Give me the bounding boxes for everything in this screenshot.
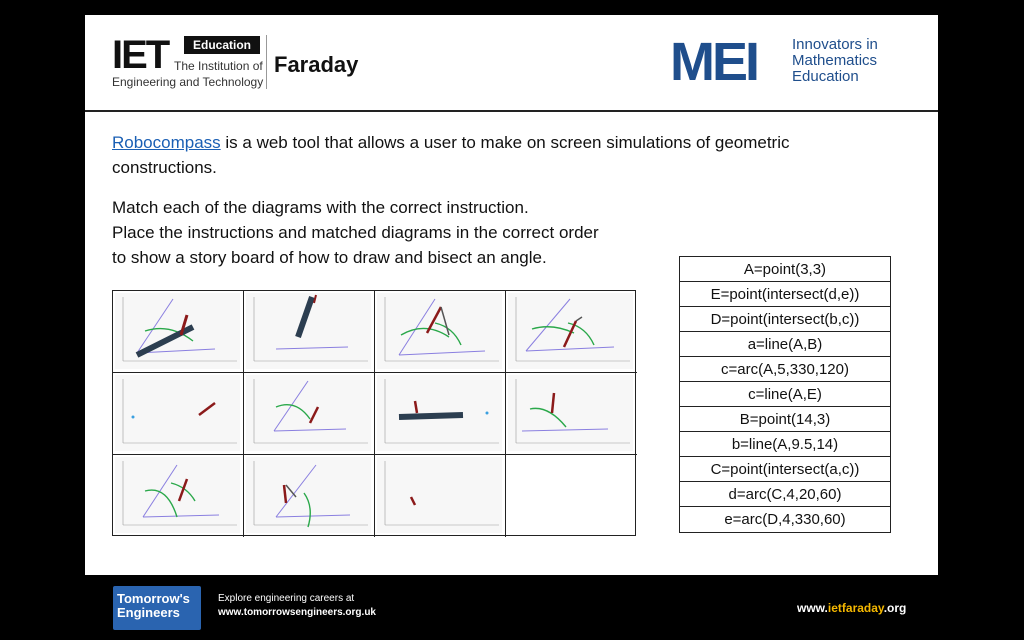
construction-diagram	[377, 375, 502, 451]
instruction-cell[interactable]: d=arc(C,4,20,60)	[680, 482, 890, 507]
diagram-cell	[244, 373, 375, 455]
mei-logo-letters: MEI	[670, 32, 758, 92]
diagram-cell	[375, 291, 506, 373]
diagram-cell	[113, 373, 244, 455]
diagram-cell	[506, 291, 637, 373]
footer-explore-text: Explore engineering careers at	[218, 593, 355, 604]
instruction-line-2: Place the instructions and matched diagrams in the correct order	[112, 223, 599, 242]
iet-education-label: Education	[184, 36, 260, 54]
mei-tagline-line3: Education	[792, 68, 859, 85]
robocompass-link[interactable]: Robocompass	[112, 133, 221, 152]
mei-tagline	[792, 37, 878, 85]
construction-diagram	[377, 293, 502, 369]
empty-diagram-cell	[506, 455, 637, 537]
intro-text: is a web tool that allows a user to make on screen simulations of geometric constructions.	[112, 133, 790, 177]
tomorrows-engineers-logo	[113, 586, 201, 630]
construction-diagram	[377, 457, 502, 533]
iet-engineering-text: Engineering and Technology	[112, 75, 264, 89]
construction-diagram	[115, 375, 240, 451]
task-instructions	[112, 195, 692, 270]
intro-paragraph	[112, 130, 832, 180]
instruction-line-1: Match each of the diagrams with the correct instruction.	[112, 198, 529, 217]
instruction-cell[interactable]: B=point(14,3)	[680, 407, 890, 432]
instruction-cell[interactable]: E=point(intersect(d,e))	[680, 282, 890, 307]
instruction-line-3: to show a story board of how to draw and bisect an angle.	[112, 248, 547, 267]
footer-explore	[218, 592, 376, 620]
diagram-grid	[112, 290, 636, 536]
construction-diagram	[508, 375, 633, 451]
te-logo-line2: Engineers	[117, 605, 180, 620]
footer-te-url[interactable]: www.tomorrowsengineers.org.uk	[218, 607, 376, 618]
instruction-cell[interactable]: D=point(intersect(b,c))	[680, 307, 890, 332]
diagram-cell	[244, 291, 375, 373]
url-prefix: www.	[797, 601, 828, 615]
mei-tagline-line1: Innovators in	[792, 36, 878, 53]
te-logo-line1: Tomorrow's	[117, 591, 190, 606]
mei-tagline-line2: Mathematics	[792, 52, 878, 69]
instruction-cell[interactable]: a=line(A,B)	[680, 332, 890, 357]
diagram-cell	[113, 455, 244, 537]
slide-header	[85, 15, 938, 112]
diagram-cell	[506, 373, 637, 455]
instruction-cell[interactable]: c=arc(A,5,330,120)	[680, 357, 890, 382]
diagram-cell	[375, 373, 506, 455]
faraday-label: Faraday	[274, 52, 359, 77]
instruction-cell[interactable]: C=point(intersect(a,c))	[680, 457, 890, 482]
iet-logo-letters: IET	[112, 33, 169, 77]
construction-diagram	[115, 457, 240, 533]
construction-diagram	[246, 457, 371, 533]
iet-institution-text: The Institution of	[174, 59, 263, 73]
instruction-table	[679, 256, 891, 533]
slide	[85, 15, 938, 575]
construction-diagram	[508, 293, 633, 369]
diagram-cell	[375, 455, 506, 537]
construction-diagram	[246, 375, 371, 451]
construction-diagram	[115, 293, 240, 369]
url-highlight: ietfaraday	[827, 601, 884, 615]
footer-ietfaraday-url[interactable]	[797, 601, 906, 615]
instruction-cell[interactable]: b=line(A,9.5,14)	[680, 432, 890, 457]
instruction-cell[interactable]: e=arc(D,4,330,60)	[724, 511, 846, 528]
logo-divider	[266, 35, 267, 89]
diagram-cell	[244, 455, 375, 537]
diagram-cell	[113, 291, 244, 373]
construction-diagram	[246, 293, 371, 369]
instruction-cell[interactable]: c=line(A,E)	[680, 382, 890, 407]
instruction-cell[interactable]: A=point(3,3)	[680, 257, 890, 282]
url-suffix: .org	[883, 601, 907, 615]
